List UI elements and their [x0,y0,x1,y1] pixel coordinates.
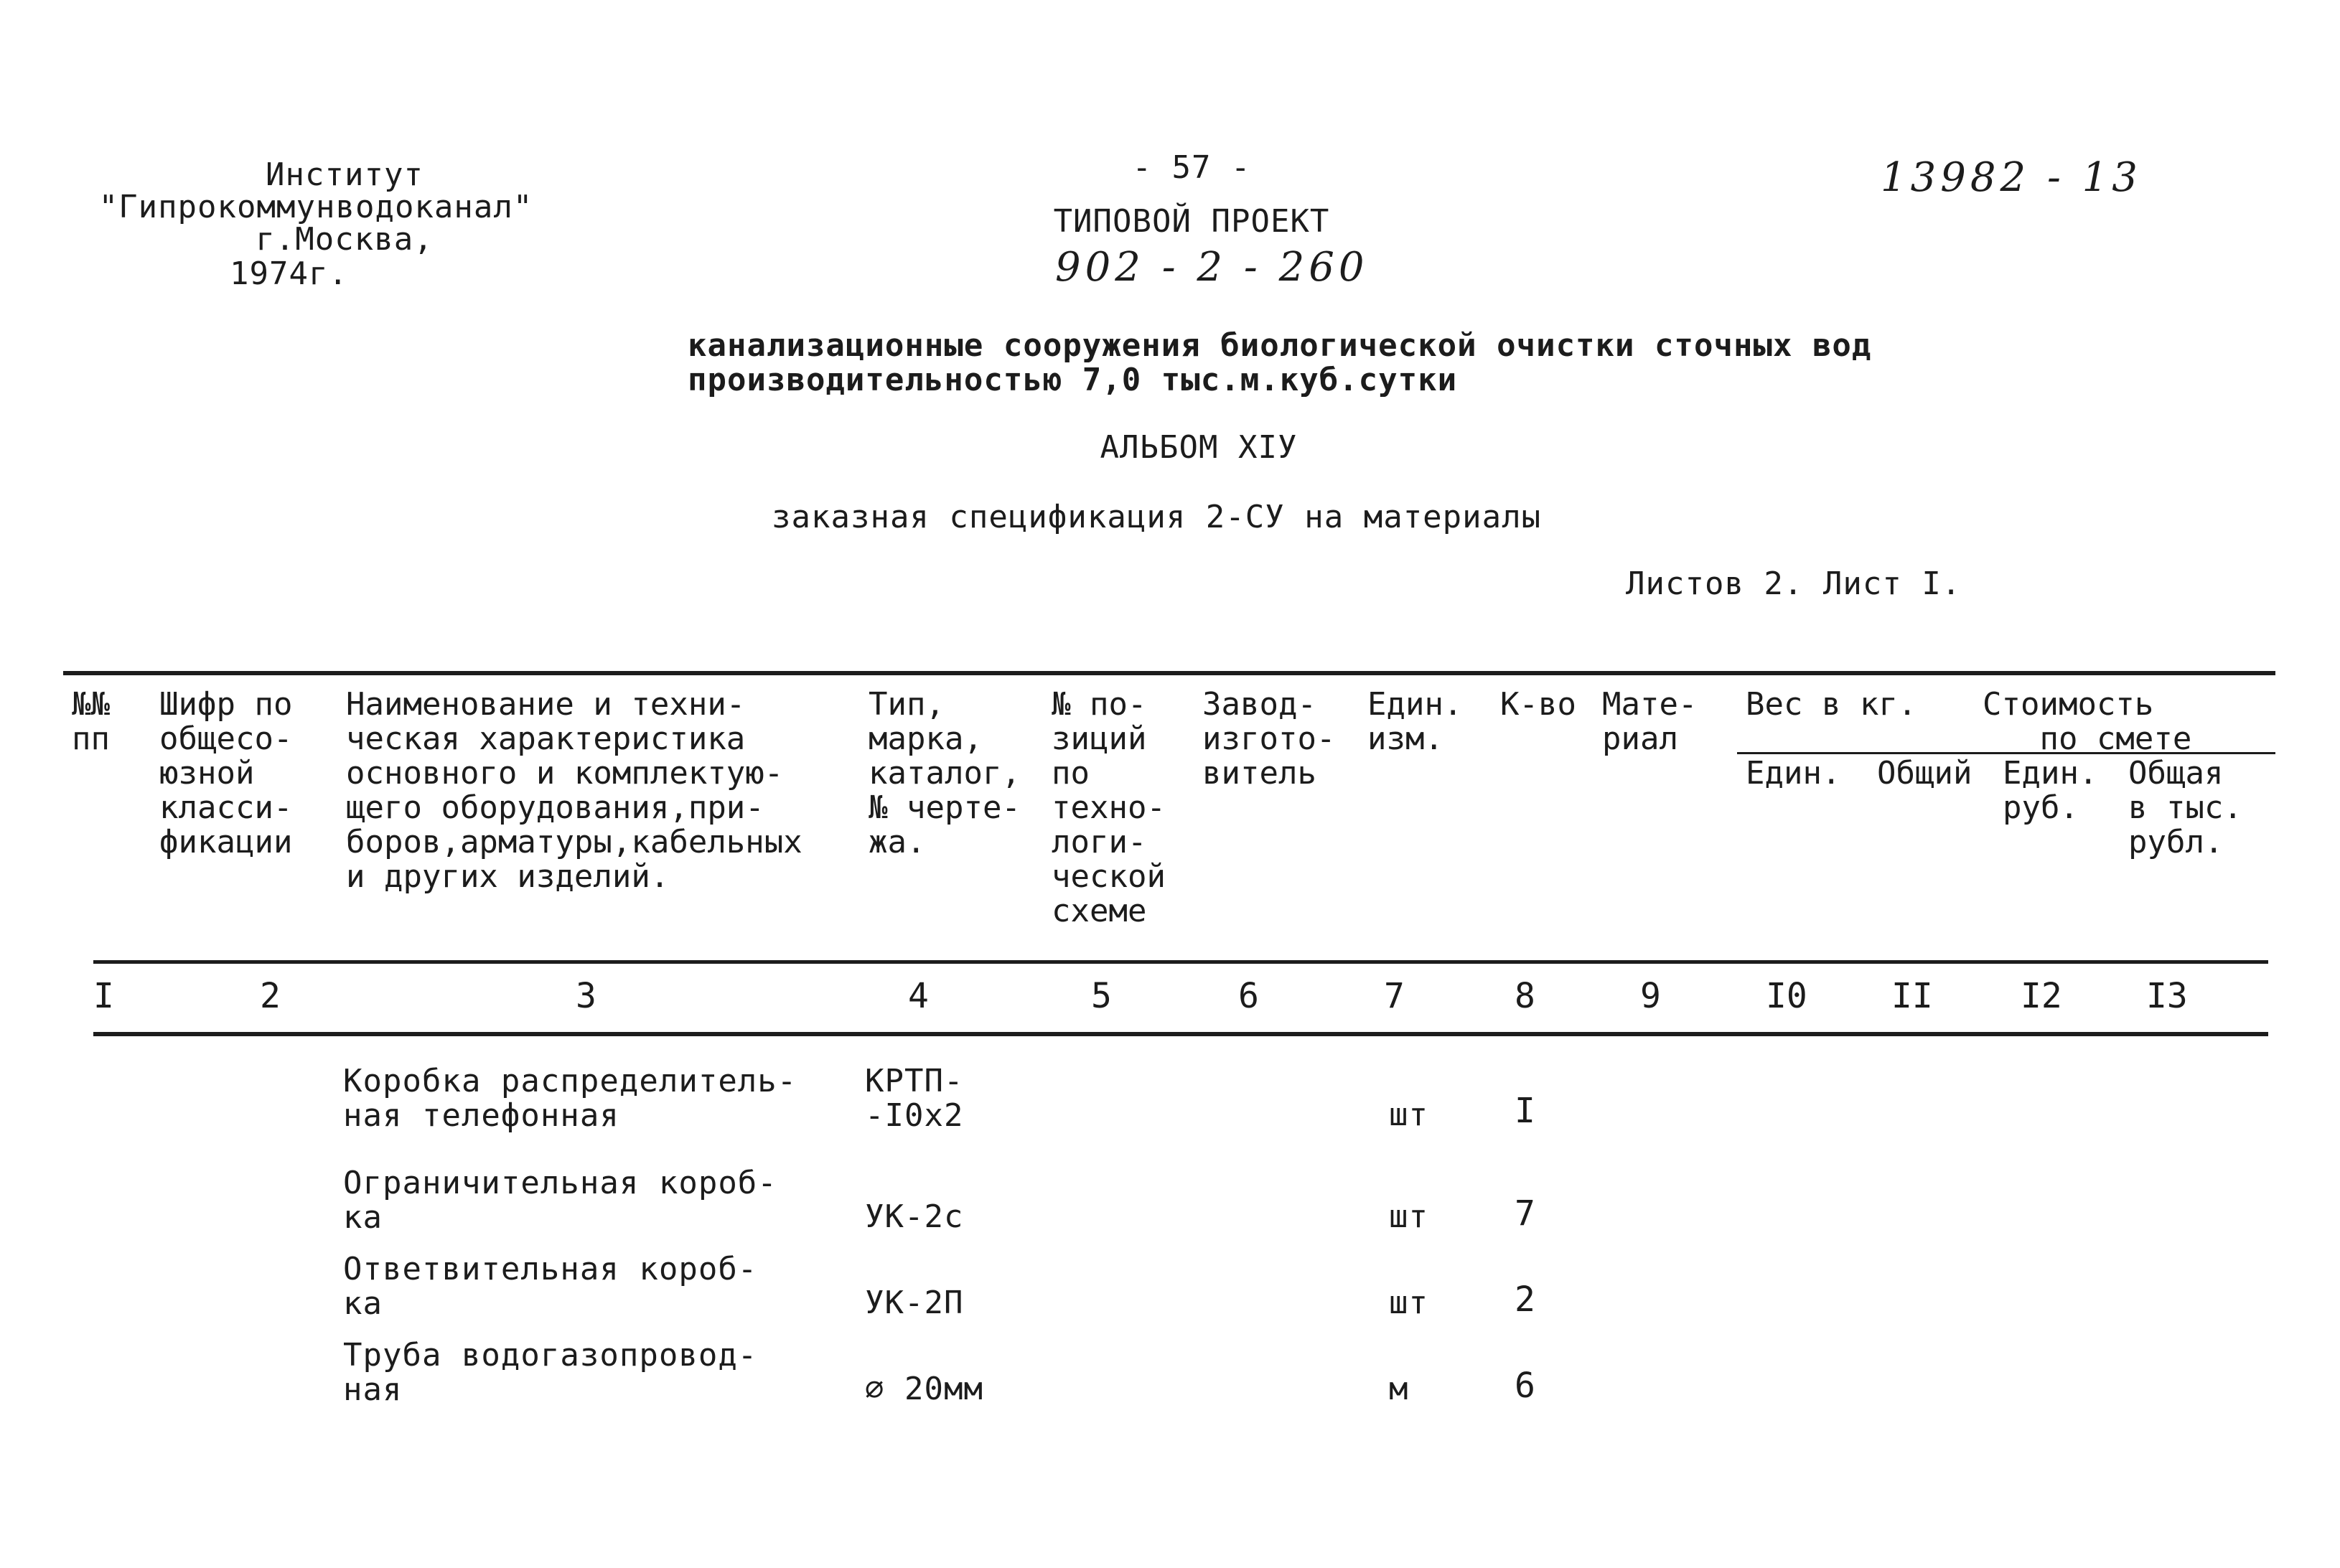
column-number: 8 [1515,976,1535,1016]
document-code: 13982 - 13 [1881,154,2142,201]
project-type: ТИПОВОЙ ПРОЕКТ [1053,203,1330,240]
column-number: I3 [2146,976,2188,1016]
item-name: Ограничительная короб- ка [343,1165,777,1236]
header-weight-total: Общий [1877,755,1972,792]
item-name: Ответвительная короб- ка [343,1251,758,1322]
item-unit: м [1389,1371,1409,1407]
sheet-count: Листов 2. Лист I. [1626,565,1962,602]
column-number: I0 [1766,976,1807,1016]
specification-title: заказная спецификация 2-СУ на материалы [772,499,1542,535]
column-number: 7 [1384,976,1405,1016]
institute-city: г.Москва, [256,221,434,258]
column-number: 4 [908,976,929,1016]
header-type-brand: Тип, марка, каталог, № черте- жа. [869,686,1021,860]
item-unit: шт [1389,1198,1428,1235]
header-cost-unit: Един. руб. [2003,755,2098,826]
album-title: АЛЬБОМ XIУ [1100,429,1298,466]
column-number: 6 [1238,976,1259,1016]
column-number: 9 [1640,976,1661,1016]
column-number: I2 [2021,976,2062,1016]
header-unit: Един. изм. [1367,686,1463,757]
project-title-line2: производительностью 7,0 тыс.м.куб.сутки [688,362,1458,398]
item-type: УК-2П [865,1285,964,1321]
header-manufacturer: Завод- изгото- витель [1202,686,1336,792]
column-number: 5 [1091,976,1112,1016]
project-title-line1: канализационные сооружения биологической очистки сточных вод [688,327,1872,364]
page-number: - 57 - [1132,149,1251,186]
item-quantity: 7 [1515,1193,1535,1234]
header-classification-code: Шифр по общесо- юзной класси- фикации [159,686,293,860]
column-number: 3 [576,976,596,1016]
header-weight-group: Вес в кг. [1746,686,1917,723]
column-numbers-rule [93,1032,2268,1036]
header-material: Мате- риал [1602,686,1698,757]
institute-title: "Гипрокоммунводоканал" [98,189,533,225]
item-quantity: 6 [1515,1366,1535,1406]
header-row-number: №№ пп [72,686,110,757]
column-number: I [93,976,114,1016]
header-bottom-rule [93,960,2268,964]
item-quantity: I [1515,1091,1535,1131]
header-cost-total: Общая в тыс. рубл. [2128,755,2242,860]
institute-name: Институт [266,156,423,193]
item-unit: шт [1389,1097,1428,1133]
item-name: Труба водогазопровод- ная [343,1337,758,1408]
header-item-name: Наименование и техни- ческая характеристика основного и комплектую- щего оборудования,при- боров,арматуры,кабельных и других изделий. [346,686,802,895]
item-type: ∅ 20мм [865,1371,983,1407]
header-weight-unit: Един. [1746,755,1841,792]
item-name: Коробка распределитель- ная телефонная [343,1063,797,1134]
item-quantity: 2 [1515,1280,1535,1320]
item-type: УК-2с [865,1198,964,1235]
item-unit: шт [1389,1285,1428,1321]
project-number: 902 - 2 - 260 [1055,244,1369,291]
header-position-number: № по- зиций по техно- логи- ческой схеме [1052,686,1166,929]
header-quantity: К-во [1500,686,1576,723]
institute-year: 1974г. [230,255,348,292]
column-number: II [1891,976,1933,1016]
table-top-rule [63,671,2275,675]
item-type: КРТП- -I0х2 [865,1063,964,1134]
header-cost-group: Стоимость по смете [1983,686,2192,757]
column-number: 2 [260,976,281,1016]
